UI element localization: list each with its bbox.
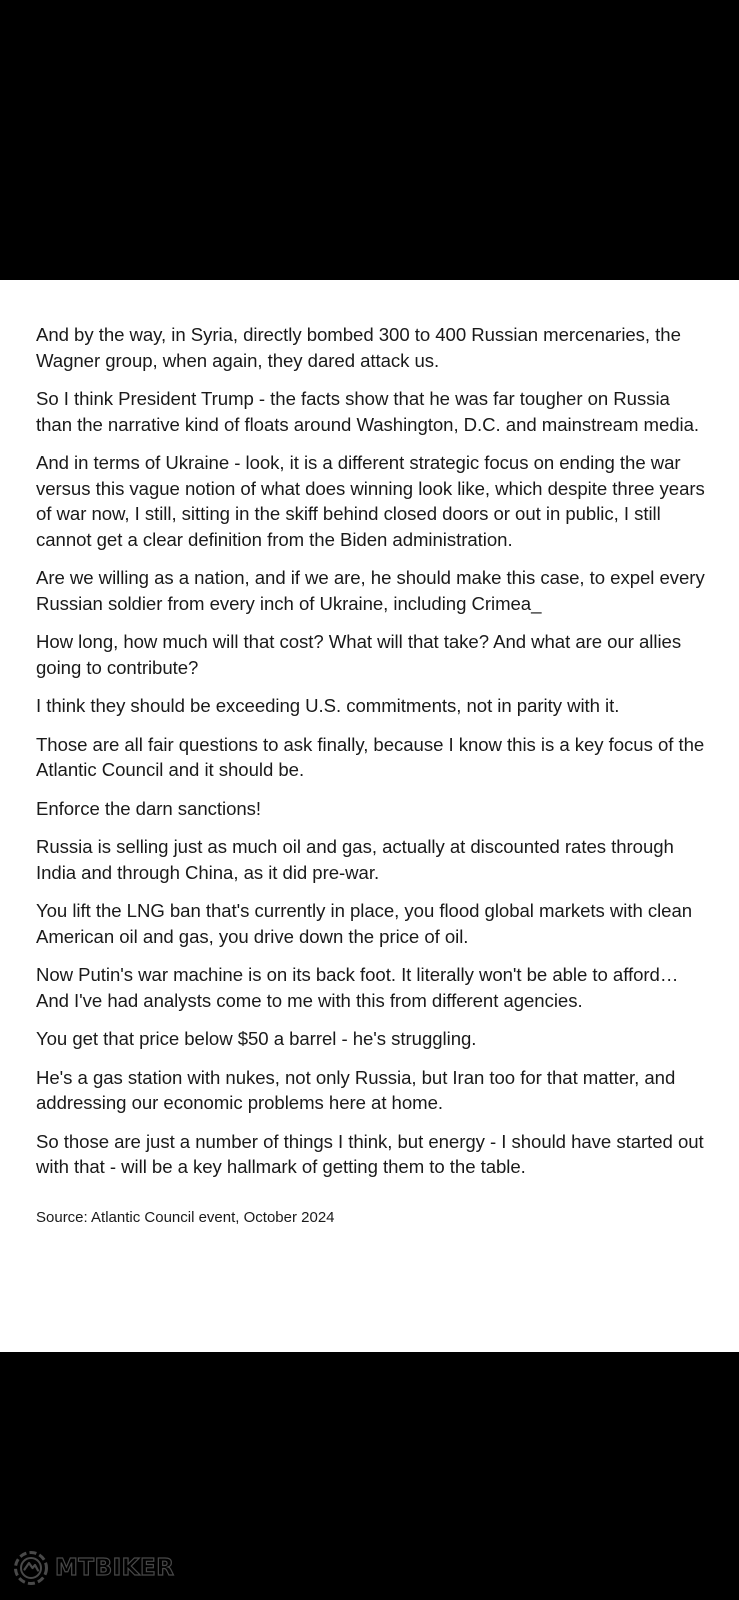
paragraph-7: Those are all fair questions to ask finally, because I know this is a key focus of the Atlantic Council and it should be.: [36, 733, 705, 780]
watermark-text: MTBIKER: [55, 1555, 175, 1581]
paragraph-5: How long, how much will that cost? What will that take? And what are our allies going to contribute?: [36, 631, 682, 678]
paragraph-14: So those are just a number of things I think, but energy - I should have started out with that - will be a key hallmark of getting them to the table.: [36, 1130, 704, 1177]
paragraph-12: You get that price below $50 a barrel - he's struggling.: [36, 1028, 477, 1049]
paragraph-4: Are we willing as a nation, and if we are, he should make this case, to expel every Russian soldier from every inch of Ukraine, including Crimea_: [36, 567, 705, 614]
paragraph-8: Enforce the darn sanctions!: [36, 797, 262, 819]
top-black-bar: [0, 0, 739, 280]
paragraph-13: He's a gas station with nukes, not only Russia, but Iran too for that matter, and addressing our economic problems here at home.: [36, 1066, 676, 1113]
watermark: [12, 1548, 174, 1588]
paragraph-1: And by the way, in Syria, directly bombed 300 to 400 Russian mercenaries, the Wagner group, when again, they dared attack us.: [36, 324, 681, 371]
paragraph-3: And in terms of Ukraine - look, it is a different strategic focus on ending the war versus this vague notion of what does winning look like, which despite three years of war now, I still, sitting in the skiff behind closed doors or out in public, I still cannot get a clear definition from the Biden administration.: [36, 452, 705, 550]
paragraph-2: So I think President Trump - the facts show that he was far tougher on Russia than the narrative kind of floats around Washington, D.C. and mainstream media.: [36, 388, 700, 435]
paragraph-11: Now Putin's war machine is on its back foot. It literally won't be able to afford… And I've had analysts come to me with this from different agencies.: [36, 964, 679, 1011]
quote-card: [0, 280, 739, 1352]
source-citation: Source: Atlantic Council event, October 2024: [36, 1208, 335, 1226]
mtbiker-logo-icon: [12, 1549, 50, 1587]
paragraph-10: You lift the LNG ban that's currently in place, you flood global markets with clean American oil and gas, you drive down the price of oil.: [36, 900, 693, 947]
paragraph-6: I think they should be exceeding U.S. commitments, not in parity with it.: [36, 695, 620, 716]
paragraph-9: Russia is selling just as much oil and gas, actually at discounted rates through India and through China, as it did pre-war.: [36, 836, 674, 883]
